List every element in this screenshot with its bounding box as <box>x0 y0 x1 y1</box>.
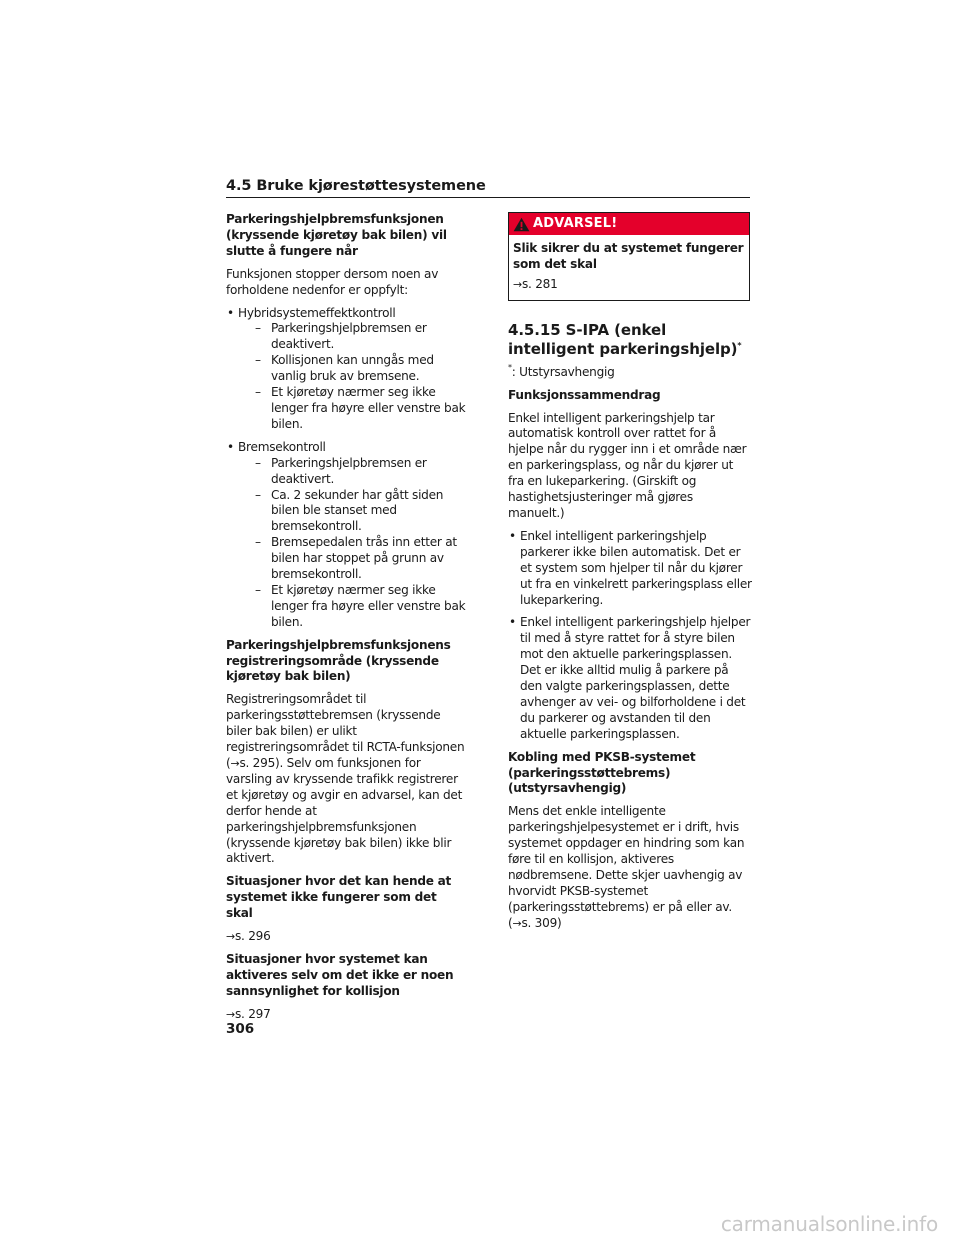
paragraph-text: Mens det enkle intelligente parkeringshjelpesystemet er i drift, hvis systemet oppdager en hindring som kan føre til en kollisjon, aktiveres nødbremsene. Dette skjer uavhengig av hvorvidt PKSB-systemet (parkeringsstøttebrems) er på eller av. ( <box>508 804 745 930</box>
reference-line <box>226 1007 466 1023</box>
section-header: 4.5 Bruke kjørestøttesystemene <box>226 178 750 198</box>
sub-list-item: – Parkeringshjelpbremsen er deaktivert. <box>255 321 466 353</box>
subheading: Parkeringshjelpbremsfunksjonen (kryssende kjøretøy bak bilen) vil slutte å fungere når <box>226 212 447 258</box>
arrow-icon: → <box>230 757 240 770</box>
list-item-label: Hybridsystemeffektkontroll <box>238 305 396 320</box>
warning-heading: Slik sikrer du at systemet fungerer som det skal <box>513 241 744 271</box>
paragraph: Funksjonen stopper dersom noen av forholdene nedenfor er oppfylt: <box>226 266 439 297</box>
subheading: Situasjoner hvor det kan hende at systemet ikke fungerer som det skal <box>226 874 452 921</box>
sub-list-item: – Et kjøretøy nærmer seg ikke lenger fra høyre eller venstre bak bilen. <box>255 583 466 631</box>
section-title <box>508 321 752 359</box>
bullet-list <box>226 306 466 631</box>
asterisk-marker: * <box>737 340 742 350</box>
list-item-label: Bremsekontroll <box>238 439 326 454</box>
arrow-icon: → <box>226 1007 235 1021</box>
page-reference-link[interactable]: s. 309 <box>521 915 558 930</box>
list-item <box>226 306 466 433</box>
paragraph <box>508 804 752 931</box>
sub-list <box>238 456 466 631</box>
list-item: • Enkel intelligent parkeringshjelp parkerer ikke bilen automatisk. Det er et system som hjelper til når du kjører ut fra en vinkelrett parkeringsplass eller lukeparkering. <box>508 529 752 609</box>
warning-body <box>509 235 749 300</box>
paragraph-text: Registreringsområdet til parkeringsstøttebremsen (kryssende biler bak bilen) er ulikt registreringsområdet til RCTA-funksjonen ( <box>226 692 465 770</box>
asterisk-marker: * <box>508 362 512 372</box>
footnote <box>508 362 752 381</box>
bullet-list <box>508 529 752 743</box>
arrow-icon: → <box>226 930 235 944</box>
sub-list-item: – Kollisjonen kan unngås med vanlig bruk av bremsene. <box>255 353 466 385</box>
subheading: Kobling med PKSB-systemet (parkeringsstøttebrems) (utstyrsavhengig) <box>508 749 696 796</box>
list-item: • Enkel intelligent parkeringshjelp hjelper til med å styre rattet for å styre bilen mot den aktuelle parkeringsplassen. Det er ikke alltid mulig å parkere på den valgte parkeringsplassen, dette avhenger av vei- og bilforholdene i det du parkerer og avstanden til den aktuelle parkeringsplassen. <box>508 615 752 742</box>
page-reference-link[interactable]: s. 297 <box>234 1006 271 1021</box>
arrow-icon: → <box>512 916 522 930</box>
page-reference-link[interactable]: s. 281 <box>521 276 558 291</box>
paragraph-text: ) <box>557 915 562 930</box>
sub-list-item: – Ca. 2 sekunder har gått siden bilen ble stanset med bremsekontroll. <box>255 488 466 536</box>
sub-list-item: – Bremsepedalen trås inn etter at bilen har stoppet på grunn av bremsekontroll. <box>255 535 466 583</box>
subheading: Funksjonssammendrag <box>508 387 661 402</box>
paragraph <box>226 692 466 867</box>
left-column <box>226 212 466 1030</box>
warning-header <box>509 213 749 235</box>
page-reference-link[interactable]: s. 296 <box>234 929 271 944</box>
arrow-icon: → <box>513 277 522 291</box>
right-column <box>508 212 752 939</box>
sub-list-item: – Parkeringshjelpbremsen er deaktivert. <box>255 456 466 488</box>
footnote-text: : Utstyrsavhengig <box>511 364 615 379</box>
section-title-text: 4.5.15 S-IPA (enkel intelligent parkeringshjelp) <box>508 320 738 358</box>
sub-list <box>238 321 466 432</box>
reference-line <box>226 929 466 945</box>
list-item <box>226 440 466 631</box>
warning-box <box>508 212 750 301</box>
paragraph-text: ). Selv om funksjonen for varsling av kryssende trafikk registrerer et kjøretøy og avgir en advarsel, kan det derfor hende at parkeringshjelpbremsfunksjonen (kryssende kjøretøy bak bilen) ikke blir aktivert. <box>226 756 463 866</box>
watermark: carmanualsonline.info <box>720 1212 938 1236</box>
subheading: Parkeringshjelpbremsfunksjonens registreringsområde (kryssende kjøretøy bak bilen) <box>226 637 451 684</box>
paragraph: Enkel intelligent parkeringshjelp tar automatisk kontroll over rattet for å hjelpe når du rygger inn i et område nær en parkeringsplass, og når du kjører ut fra en lukeparkering. (Girskift og hastighetsjusteringer må gjøres manuelt.) <box>508 410 747 520</box>
warning-triangle-icon <box>513 217 530 232</box>
sub-list-item: – Et kjøretøy nærmer seg ikke lenger fra høyre eller venstre bak bilen. <box>255 385 466 433</box>
warning-title: ADVARSEL! <box>533 216 618 232</box>
subheading: Situasjoner hvor systemet kan aktiveres selv om det ikke er noen sannsynlighet for kollisjon <box>226 951 454 998</box>
reference-line <box>513 277 745 293</box>
page-number: 306 <box>226 1021 255 1037</box>
page-reference-link[interactable]: s. 295 <box>239 756 276 770</box>
